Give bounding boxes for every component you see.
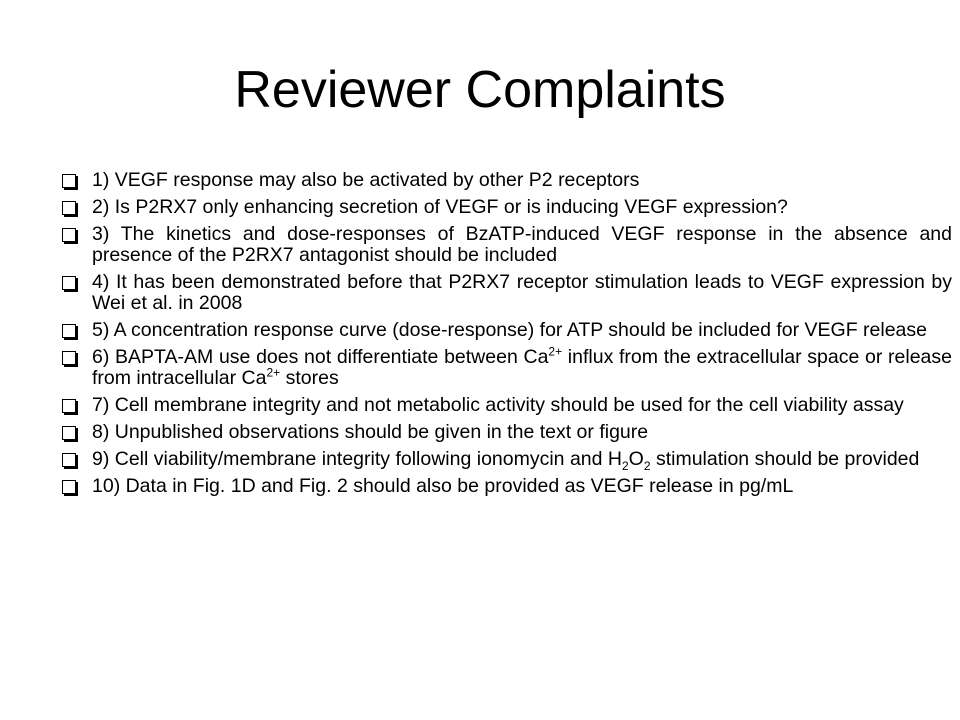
text-run: 3) The kinetics and dose-responses of BzATP-induced VEGF response in the absence and presence of the P2RX7 antagonist should be included — [92, 223, 952, 266]
text-run: 1) VEGF response may also be activated by other P2 receptors — [92, 169, 640, 191]
bullet-text — [92, 319, 927, 341]
bullet-list — [62, 170, 952, 503]
text-run: 9) Cell viability/membrane integrity following ionomycin and H — [92, 448, 622, 470]
bullet-item — [62, 320, 952, 341]
bullet-item — [62, 272, 952, 314]
bullet-text — [92, 223, 952, 266]
bullet-item — [62, 344, 953, 389]
bullet-item — [62, 476, 952, 497]
square-bullet-icon — [62, 480, 76, 494]
square-bullet-icon — [62, 351, 76, 365]
text-run: 6) BAPTA-AM use does not differentiate between Ca — [92, 346, 549, 368]
subscript: 2 — [621, 458, 629, 473]
bullet-text — [92, 196, 788, 218]
bullet-item — [62, 422, 952, 443]
square-bullet-icon — [62, 426, 76, 440]
bullet-item — [62, 395, 952, 416]
square-bullet-icon — [62, 324, 76, 338]
square-bullet-icon — [62, 276, 76, 290]
text-run: 5) A concentration response curve (dose-response) for ATP should be included for VEGF release — [92, 319, 927, 341]
text-run: influx from the extracellular space or release from intracellular Ca — [92, 346, 953, 389]
text-run: 4) It has been demonstrated before that P2RX7 receptor stimulation leads to VEGF expression by Wei et al. in 2008 — [92, 271, 952, 314]
bullet-item — [62, 224, 952, 266]
superscript: 2+ — [548, 344, 563, 359]
text-run: stores — [280, 367, 339, 389]
bullet-text — [92, 346, 952, 389]
bullet-item — [62, 448, 952, 473]
square-bullet-icon — [62, 228, 76, 242]
square-bullet-icon — [62, 201, 76, 215]
text-run: 10) Data in Fig. 1D and Fig. 2 should also be provided as VEGF release in pg/mL — [92, 475, 794, 497]
bullet-item — [62, 197, 952, 218]
bullet-item — [62, 170, 952, 191]
bullet-text — [92, 271, 952, 314]
text-run: stimulation should be provided — [650, 448, 920, 470]
text-run: 7) Cell membrane integrity and not metabolic activity should be used for the cell viability assay — [92, 394, 904, 416]
square-bullet-icon — [62, 399, 76, 413]
slide-title: Reviewer Complaints — [234, 61, 726, 119]
bullet-text — [92, 394, 904, 416]
text-run: 8) Unpublished observations should be given in the text or figure — [92, 421, 649, 443]
bullet-text — [92, 169, 639, 191]
bullet-text — [92, 421, 648, 443]
bullet-text — [92, 475, 793, 497]
subscript: 2 — [643, 458, 651, 473]
square-bullet-icon — [62, 453, 76, 467]
superscript: 2+ — [266, 365, 281, 380]
square-bullet-icon — [62, 174, 76, 188]
text-run: O — [628, 448, 644, 470]
bullet-text — [92, 448, 920, 473]
text-run: 2) Is P2RX7 only enhancing secretion of VEGF or is inducing VEGF expression? — [92, 196, 788, 218]
